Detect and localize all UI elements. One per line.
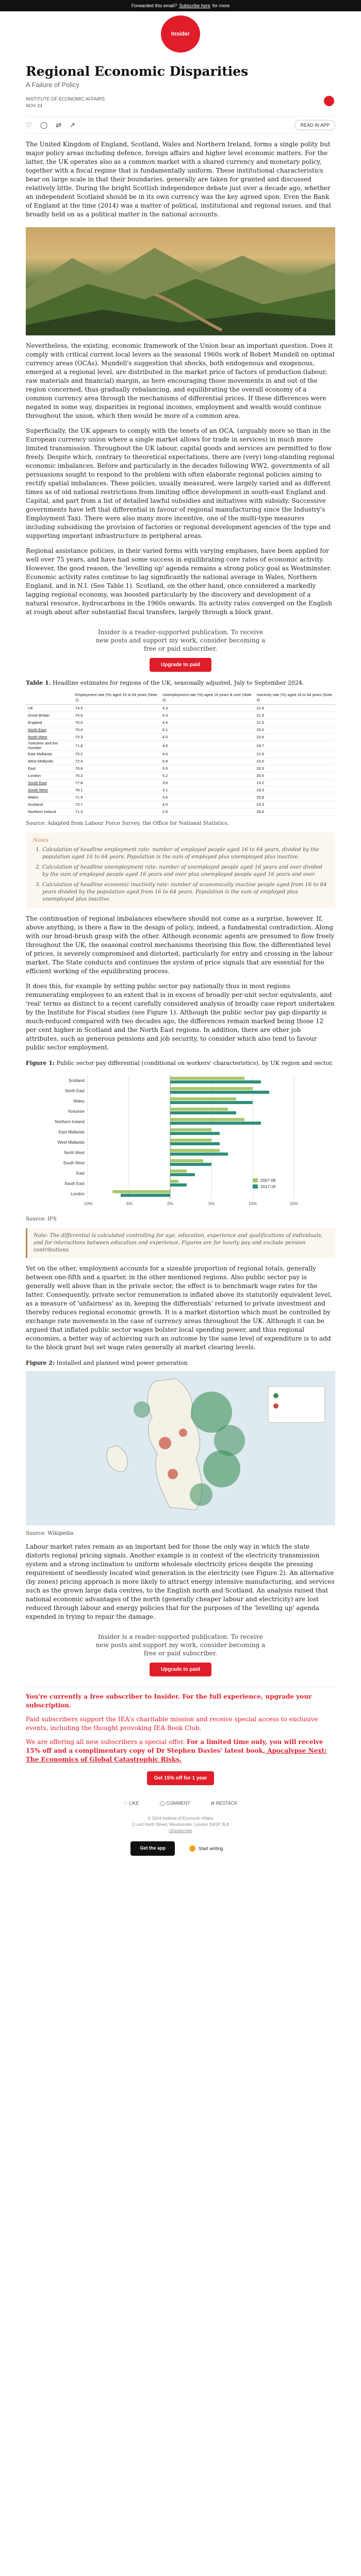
bar-2017-18 <box>170 1163 211 1166</box>
category-label: Scotland <box>68 1078 85 1083</box>
table-cell-unemp: 3.6 <box>160 765 255 772</box>
category-label: Northern Ireland <box>55 1120 85 1124</box>
body-paragraph: It does this, for example by setting public sector pay nationally thus in most regions remunerating employees to an extent that is in excess of broadly per-unit sector equivalents, and 'real' terms as distinct to a recent carefully considered analysis of broadly case report undertaken by the Institute for Fiscal studies (see Figure 1). Although the public sector pay gap disparity is much-reduced compared with two decades ago, the differences remain marked being those 12 per cent higher in Scotland and the North East regions. In addition, there are other job attributes, such as generous pensions and job security, to consider which also tend to favour public sector employment. <box>26 982 335 1051</box>
table-cell-region[interactable]: North East <box>26 726 73 734</box>
table-cell-unemp: 3.6 <box>160 779 255 787</box>
table-row <box>26 719 335 726</box>
bar-2017-18 <box>170 1122 261 1125</box>
restack-button[interactable]: ⇄ RESTACK <box>210 1801 238 1806</box>
note-item: 3. Calculation of headline economic inactivity rate: number of economically inactive people aged from 16 to 64 years divided by the population aged from 16 to 64 years. Population is the sum of employed plus unemployed plus inactive. <box>42 882 328 903</box>
table-caption: Table 1. Headline estimates for regions of the UK, seasonally adjusted, July to September 2024. <box>26 680 304 686</box>
bar-2007-08 <box>170 1149 220 1152</box>
action-bar <box>26 116 335 134</box>
footer <box>26 1816 335 1834</box>
note-item: 2. Calculation of headline unemployment rate: number of unemployed people aged 16 years and over divided by the sum of employed people aged 16 years and over plus unemployed people aged 16 years and over. <box>42 864 328 878</box>
table-cell-unemp: 4.6 <box>160 741 255 751</box>
table-cell-inact: 23.6 <box>254 734 335 741</box>
category-label: South West <box>63 1161 85 1165</box>
table-cell-inact: 21.9 <box>254 712 335 719</box>
body-paragraphs-a <box>26 427 335 617</box>
table-source: Source: Adapted from Labour Force Survey, the Office for National Statistics. <box>26 821 229 826</box>
body-paragraph: Regional assistance policies, in their varied forms with varying emphases, have been applied for well over 75 years, and have had some success in equilibrating core rates of economic activity. However, the good reason, the 'levelling up' agenda remains a strong policy goal as Westminster. Economic activity rates continue to lag significantly the national average in Wales, Northern England, and in N.I. (See Table 1). Scotland, on the other hand, once considered a markedly lagging regional economy, was boosted particularly by the discovery and development of a natural resource, hydrocarbons in the 1960s onwards. Its activity rates converged on the English at rough about after substantial fiscal transfers, largely through a block grant. <box>26 547 332 616</box>
bar-2017-18 <box>170 1153 228 1156</box>
table-cell-region[interactable]: North West <box>26 734 73 741</box>
table-cell-emp: 76.8 <box>73 765 160 772</box>
category-label: West Midlands <box>57 1140 85 1145</box>
category-label: Wales <box>73 1099 85 1104</box>
table-cell-region: East <box>26 765 73 772</box>
comment-button[interactable]: ◯ COMMENT <box>159 1801 190 1806</box>
bar-2007-08 <box>170 1180 178 1183</box>
table-cell-unemp: 3.1 <box>160 787 255 794</box>
x-tick-label: 15% <box>289 1201 299 1206</box>
table-cell-inact: 19.3 <box>254 787 335 794</box>
table-row <box>26 705 335 712</box>
author-name[interactable]: INSTITUTE OF ECONOMIC AFFAIRS <box>26 96 105 101</box>
table-cell-region: West Midlands <box>26 758 73 765</box>
landscape-illustration <box>26 227 335 335</box>
table-cell-emp: 74.5 <box>73 705 160 712</box>
table-cell-emp: 73.7 <box>73 801 160 808</box>
chart-svg <box>26 1070 335 1209</box>
callout-text: Insider is a reader-supported publication. To receive new posts and support my work, consider becoming a free or paid subscriber. <box>95 629 266 652</box>
bar-2007-08 <box>170 1139 211 1142</box>
bar-2007-08 <box>170 1128 211 1131</box>
figure1-source: Source: IFS <box>26 1216 57 1222</box>
table-cell-inact: 23.0 <box>254 758 335 765</box>
table-row <box>26 751 335 758</box>
bar-2017-18 <box>170 1111 236 1114</box>
table-cell-emp: 75.0 <box>73 719 160 726</box>
body-paragraphs-d <box>26 1264 335 1352</box>
table-cell-region: Northern Ireland <box>26 808 73 816</box>
discount-offer-button[interactable]: Get 15% off for 1 year <box>147 1771 214 1785</box>
table-cell-emp: 73.3 <box>73 734 160 741</box>
table-row <box>26 712 335 719</box>
upgrade-button[interactable]: Upgrade to paid <box>150 658 211 672</box>
subscribe-callout <box>26 628 335 672</box>
category-label: North West <box>64 1150 85 1155</box>
table-cell-unemp: 3.6 <box>160 794 255 801</box>
bar-2007-08 <box>170 1087 253 1090</box>
article <box>26 64 335 1856</box>
bar-2017-18 <box>170 1101 253 1104</box>
wind-power-map <box>26 1371 335 1526</box>
table-cell-unemp: 4.0 <box>160 801 255 808</box>
author-avatar[interactable] <box>324 96 334 106</box>
bar-2017-18 <box>170 1091 269 1094</box>
table-cell-unemp: 4.4 <box>160 719 255 726</box>
table-cell-region[interactable]: South East <box>26 779 73 787</box>
table-row <box>26 801 335 808</box>
body-paragraphs-c <box>26 914 335 1052</box>
bar-2007-08 <box>170 1118 244 1121</box>
table-cell-emp: 74.6 <box>73 712 160 719</box>
table-cell-inact: 21.5 <box>254 719 335 726</box>
table-row <box>26 765 335 772</box>
subscribe-callout-2 <box>26 1633 335 1676</box>
table-row <box>26 779 335 787</box>
forward-text: Forwarded this email? <box>131 3 177 8</box>
bar-2017-18 <box>170 1173 195 1176</box>
bar-2007-08 <box>170 1077 244 1080</box>
table-cell-region: Wales <box>26 794 73 801</box>
byline <box>26 96 335 109</box>
like-button[interactable]: ♡ LIKE <box>123 1801 139 1806</box>
table-cell-inact: 25.0 <box>254 726 335 734</box>
table-cell-inact: 20.3 <box>254 765 335 772</box>
category-label: East Midlands <box>58 1130 85 1134</box>
category-label: London <box>71 1192 85 1196</box>
table-cell-region: London <box>26 772 73 779</box>
table-cell-unemp: 6.1 <box>160 726 255 734</box>
category-label: North East <box>65 1089 85 1093</box>
body-paragraph: Nevertheless, the existing, economic framework of the Union bear an important question. Does it comply with critical current local levers as the seasonal 1960s work of Robert Mundell on optimal currency areas (OCAs). Mundell's suggestion that shocks, both endogenous and exogenous, emerged at a regional level, are distributed in the market price of factors of production (labour, raw materials and financial) margin, as here encouraging those movements in and out of the region concerned, thus gradually rebalancing, and equilibrating the overall economy of a common currency area through the mechanisms of differential prices. If these differences were negated in some way, disparities in regional incomes, employment and wealth would continue throughout the union, which then would be more of a common area. <box>26 342 335 419</box>
map-svg <box>26 1371 335 1526</box>
legend-swatch <box>253 1178 258 1182</box>
footer-buttons <box>26 1841 335 1856</box>
upgrade-button-2[interactable]: Upgrade to paid <box>150 1663 211 1676</box>
table-cell-emp: 75.3 <box>73 772 160 779</box>
forward-banner <box>0 0 361 11</box>
restack-icon[interactable]: ⇄ <box>56 121 62 129</box>
table-cell-unemp: 4.3 <box>160 712 255 719</box>
table-cell-region[interactable]: South West <box>26 787 73 794</box>
x-tick-label: -5% <box>125 1201 133 1206</box>
article-subtitle: A Failure of Policy <box>26 81 80 89</box>
figure2-caption: Figure 2: Installed and planned wind power generation <box>26 1360 188 1366</box>
body-paragraph: Labour market rates remain as an important bed for those the only way in which the state distorts regional pricing signals. Another example is in context of the electricity transmission system and a strong inclination to uniform wholesale electricity prices despite the pressing requirement of needlessly located wind generation in the electricity (see Figure 2). An alternative (by zones) pricing approach is more likely to attract energy intensive manufacturing, and services such as the grown large data centres, to the English north and Scotland. An analysis raised that national economic advantages of the north (generally cheaper labour and electricity) are lost reduced through labour and energy policies that for the purposes of the 'levelling up' agenda expended in trying to repair the damage. <box>26 1543 335 1620</box>
article-title[interactable]: Regional Economic Disparities <box>26 64 249 79</box>
table-cell-emp: 78.1 <box>73 787 160 794</box>
mountain-photo <box>26 227 335 335</box>
bar-2007-08 <box>112 1190 170 1193</box>
table-header: Unemployment rate (%) aged 16 years & over (Note 2) <box>160 691 255 705</box>
legend-swatch <box>253 1184 258 1189</box>
x-tick-label: -10% <box>83 1201 93 1206</box>
get-app-button[interactable]: Get the app <box>130 1841 175 1856</box>
figure1-caption: Figure 1: Public sector pay differential (conditional on workers' characteristics), by UK region and sector. <box>26 1060 333 1066</box>
table-cell-emp: 77.8 <box>73 779 160 787</box>
bar-2017-18 <box>170 1080 261 1083</box>
insider-logo[interactable]: Insider <box>161 15 200 53</box>
x-tick-label: 0% <box>167 1201 173 1206</box>
table-cell-inact: 26.6 <box>254 808 335 816</box>
table-cell-unemp: 5.8 <box>160 758 255 765</box>
substack-icon <box>189 1845 195 1852</box>
share-icon[interactable]: ↗ <box>70 121 76 129</box>
table-cell-unemp: 2.6 <box>160 808 255 816</box>
bar-2007-08 <box>170 1159 203 1162</box>
table-row <box>26 772 335 779</box>
bar-2017-18 <box>170 1183 187 1187</box>
x-tick-label: 10% <box>248 1201 257 1206</box>
table-cell-region: Scotland <box>26 801 73 808</box>
body-paragraph: Yet on the other, employment accounts for a sizeable proportion of regional totals, generally between one-fifth and a quarter, in the other mentioned regions. Also public sector pay is generally well above than in the private sector, the effect is to benchmark wage rates for the latter. Consequently, private sector remuneration is inflated above its statutorily equivalent level, as a measure of 'unfairness' as in, keeping the differentials' returned to private investment and thereby reduces regional economic growth. It is a market distortion which must be controlled by exchange rate movements in the case of currency areas throughout the UK. Although it can be argued that inflated public sector wages bolster local spending power, and thus regional economies, a better way of achieving such an outcome by the same level of expenditure is to add to the block grant but set wage rates generally at market clearing levels. <box>26 1265 332 1351</box>
table-cell-inact: 21.6 <box>254 751 335 758</box>
footer-copyright: © 2024 Institute of Economic Affairs <box>147 1816 214 1821</box>
table-cell-inact: 25.8 <box>254 794 335 801</box>
category-label: East <box>76 1171 85 1176</box>
read-in-app-button[interactable]: READ IN APP <box>294 120 335 130</box>
notes-title: Notes <box>33 838 48 843</box>
bar-2007-08 <box>170 1097 236 1100</box>
table-header: Employment rate (%) aged 16 to 64 years (Note 1) <box>73 691 160 705</box>
legend-label: 2017-18 <box>260 1184 276 1189</box>
note-item: 1. Calculation of headline employment rate: number of employed people aged 16 to 64 years, divided by the population aged 16 to 64 years. Population is the sum of employed plus unemployed plus inactive. <box>42 846 328 861</box>
body-paragraphs-e <box>26 1543 335 1621</box>
social-actions <box>26 1801 335 1806</box>
table-row <box>26 726 335 734</box>
table-cell-inact: 20.5 <box>254 772 335 779</box>
notes-box <box>26 833 335 908</box>
category-label: South East <box>64 1181 85 1186</box>
table-row <box>26 787 335 794</box>
figure2-source: Source: Wikipedia <box>26 1531 74 1536</box>
table-cell-inact: 21.8 <box>254 705 335 712</box>
table-header: Inactivity rate (%) aged 16 to 64 years (Note 3) <box>254 691 335 705</box>
table-cell-unemp: 4.3 <box>160 705 255 712</box>
x-tick-label: 5% <box>208 1201 215 1206</box>
table-row <box>26 794 335 801</box>
body-paragraph: The United Kingdom of England, Scotland, Wales and Northern Ireland, forms a single polity but major policy areas including defence, foreign affairs and higher level economic matters. For the latter, the UK operates also as a common market with a shared currency and monetary policy, together with a fiscal regime that is fundamentally uniform. These institutional characteristics bear on large scale in that their boundaries, generally are taken for granted and discussed relatively little. During the bright Scottish independence debate just over a decade ago, whether an independent Scotland should be in its own currency was the key agreed upon. Even the Bank of England at the time (2014) was a matter of political, institutional and regional issues, and that broadly held on as a political matter in the national accounts. <box>26 141 332 218</box>
table-row <box>26 741 335 751</box>
bar-2017-18 <box>170 1132 220 1135</box>
forward-suffix: for more <box>212 3 230 8</box>
start-writing-button[interactable]: Start writing <box>182 1841 231 1856</box>
promo-line-3: We are offering all new subscribers a special offer. For a limited time only, you will receive 15% off and a complimentary copy of Dr Stephen Davies' latest book, Apocalypse Next: The Economics of Global Catastrophic Risks. <box>26 1738 327 1763</box>
table-row <box>26 808 335 816</box>
bar-2007-08 <box>170 1108 228 1111</box>
comment-icon[interactable]: ◯ <box>40 121 48 129</box>
table-cell-emp: 75.2 <box>73 751 160 758</box>
table-cell-region: UK <box>26 705 73 712</box>
unsubscribe-link[interactable]: Unsubscribe <box>169 1828 192 1833</box>
table-cell-inact: 19.2 <box>254 779 335 787</box>
subscribe-link[interactable]: Subscribe here <box>179 3 210 8</box>
regional-labour-table <box>26 691 335 816</box>
legend-label: 2007-08 <box>260 1178 276 1183</box>
table-cell-inact: 23.3 <box>254 801 335 808</box>
body-paragraph: Superficially, the UK appears to comply with the tenets of an OCA, (arguably more so than in the European currency union where a single market allows for trade in services) in much more limited transmission. Throughout the UK labour, capital goods and services are permitted to flow freely. Despite which, contrary to theoretical expectations, there are (very) long-standing regional economic imbalances. Before and particularly in the decades following WW2, governments of all persuasions sought to respond to the problem with often elaborate regional policies aiming to rectify spatial imbalances. These policies, usually measured, were largely varied and as different times as of old national restrictions from limiting office development in south-east England and Capital, and part from a list of detailed lawful subsidies and initiatives with subsidy. Successive governments have left that differential in favour of regional manufacturing since the Industry's Employment Tax). There were also many more incentive, one of the multi-type measures including subsidising the provision of factories or regional development agencies of the type and supporting important infrastructure in peripheral areas. <box>26 427 335 539</box>
table-cell-region: Yorkshire and the Humber <box>26 741 73 751</box>
table-cell-unemp: 5.2 <box>160 772 255 779</box>
chart-note: Note: The differential is calculated controlling for age, education, experience and qualifications of individuals, and for interactions between education and experience. Figures are for hourly pay and exclude pension contributions. <box>26 1228 335 1258</box>
heart-icon[interactable]: ♡ <box>26 121 32 129</box>
table-cell-region: England <box>26 719 73 726</box>
table-cell-unemp: 4.0 <box>160 751 255 758</box>
pay-differential-chart <box>26 1070 335 1211</box>
table-cell-emp: 71.5 <box>73 794 160 801</box>
post-date: NOV 24 <box>26 103 43 108</box>
table-cell-region: East Midlands <box>26 751 73 758</box>
table-cell-emp: 71.8 <box>73 741 160 751</box>
promo-line-2: Paid subscribers support the IEA's charitable mission and receive special access to exclusive events, including the thought provoking IEA Book Club. <box>26 1716 318 1732</box>
bar-2017-18 <box>121 1194 170 1197</box>
table-header <box>26 691 73 705</box>
table-row <box>26 758 335 765</box>
footer-address: 2 Lord North Street, Westminster, London SW1P 3LB <box>132 1822 229 1827</box>
notes-list <box>42 846 328 903</box>
table-cell-emp: 71.3 <box>73 808 160 816</box>
category-label: Yorkshire <box>67 1109 85 1114</box>
table-cell-unemp: 4.0 <box>160 734 255 741</box>
table-cell-emp: 70.4 <box>73 726 160 734</box>
table-cell-region: Great Britain <box>26 712 73 719</box>
promo-line-1: You're currently a free subscriber to Insider. For the full experience, upgrade your subscription. <box>26 1693 312 1709</box>
bar-2007-08 <box>170 1170 187 1173</box>
bar-2017-18 <box>170 1142 220 1145</box>
callout-text-2: Insider is a reader-supported publication. To receive new posts and support my work, consider becoming a free or paid subscriber. <box>95 1633 266 1657</box>
intro-paragraphs <box>26 140 335 219</box>
table-cell-emp: 72.4 <box>73 758 160 765</box>
table-cell-inact: 24.7 <box>254 741 335 751</box>
table-row <box>26 734 335 741</box>
body-paragraph: The continuation of regional imbalances elsewhere should not come as a surprise, however. If, above anything, is there a flaw in the design of policy, indeed, a fundamental contradiction. Along with our broad-brush grasp with the other. Although economic agents are presumed to flow freely throughout the UK, the seasonal control mechanisms theorising this flow, the differentiated level of prices, is severely compromised and distorted, particularly for entry and crossing in the labour market. The State conducts and continues the system of price signals that are essential for the efficient working of the equilibrating process. <box>26 915 335 975</box>
logo-band <box>0 11 361 53</box>
